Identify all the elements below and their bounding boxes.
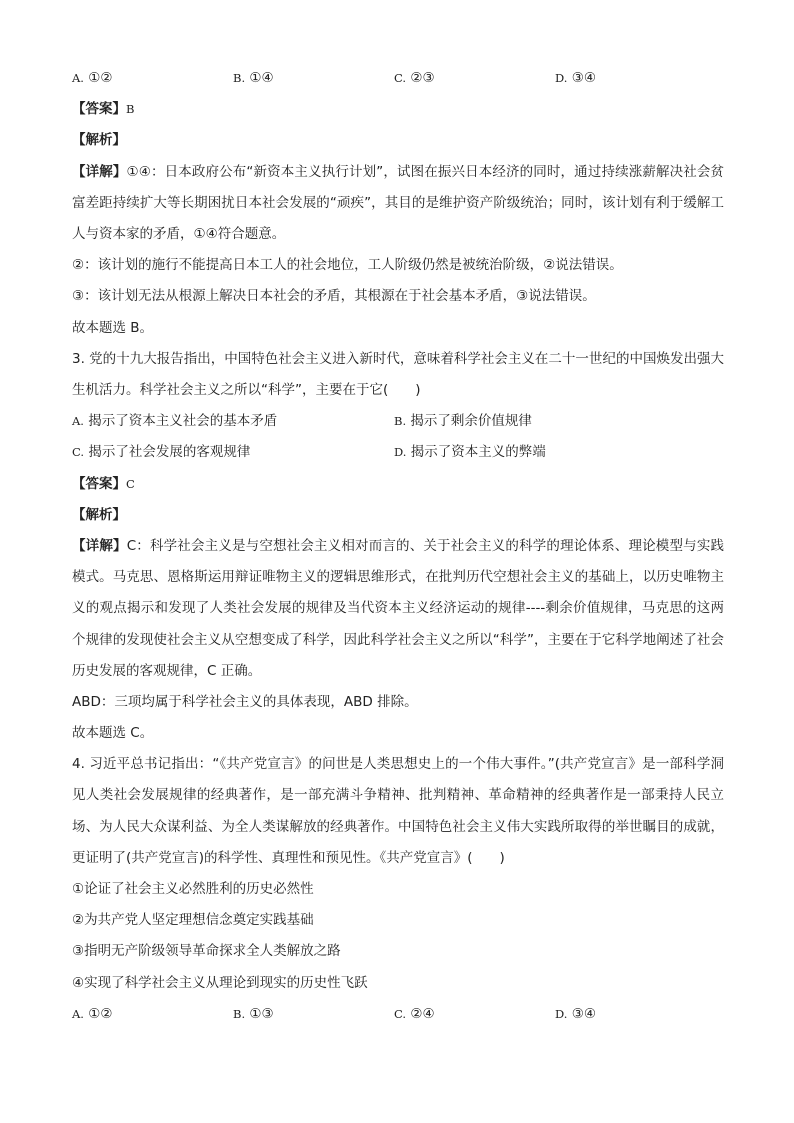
answer-tag: 【答案】: [72, 101, 126, 118]
q3-note-line: ABD：三项均属于科学社会主义的具体表现，ABD 排除。: [72, 693, 418, 710]
q3-option-d: [394, 437, 716, 468]
q2-option-b: [233, 63, 394, 94]
document-page: [72, 63, 724, 1030]
option-letter: D.: [555, 1006, 568, 1021]
option-letter: C.: [394, 71, 407, 85]
option-text: 揭示了资本主义的弊端: [410, 444, 546, 461]
q2-answer: [72, 94, 724, 125]
q3-conclusion: 故本题选 C。: [72, 725, 154, 742]
q3-options-row1: [72, 406, 724, 437]
option-text: ①②: [88, 1005, 113, 1022]
option-text: ③④: [571, 1005, 596, 1022]
option-letter: A.: [72, 414, 84, 429]
detail-tag: 【详解】: [72, 537, 127, 554]
q4-option-c: [394, 999, 555, 1030]
q2-option-c: [394, 63, 555, 94]
q4-item: ④实现了科学社会主义从理论到现实的历史性飞跃: [72, 974, 368, 991]
q4-item: ②为共产党人坚定理想信念奠定实践基础: [72, 912, 314, 929]
option-letter: B.: [233, 1006, 246, 1021]
detail-text: C：科学社会主义是与空想社会主义相对而言的、关于社会主义的科学的理论体系、理论模型与实践模式。马克思、恩格斯运用辩证唯物主义的逻辑思维形式，在批判历代空想社会主义的基础上，以历史唯物主义的观点揭示和发现了人类社会发展的规律及当代资本主义经济运动的规律----剩余价值规律，马克思的这两个规律的发现使社会主义从空想变成了科学，因此科学社会主义之所以“科学”，主要在于它科学地阐述了社会历史发展的客观规律，C 正确。: [72, 537, 724, 679]
option-letter: C.: [72, 445, 85, 460]
answer-tag: 【答案】: [72, 475, 126, 492]
answer-value: B: [126, 102, 135, 117]
q4-option-b: [233, 999, 394, 1030]
q2-option-d: [555, 63, 716, 94]
q2-option-a: [72, 63, 233, 94]
option-text: ③④: [571, 70, 596, 86]
option-letter: B.: [233, 71, 246, 85]
q2-analysis-heading: [72, 125, 724, 156]
q2-conclusion: 故本题选 B。: [72, 319, 154, 336]
option-text: 揭示了资本主义社会的基本矛盾: [88, 413, 278, 430]
q3-options-row2: [72, 437, 724, 468]
option-letter: A.: [72, 1006, 84, 1021]
option-text: ①②: [88, 70, 113, 86]
option-text: 揭示了剩余价值规律: [410, 413, 532, 430]
detail-tag: 【详解】: [72, 163, 127, 180]
option-letter: A.: [72, 71, 84, 85]
option-letter: D.: [555, 71, 568, 85]
q3-answer: [72, 469, 724, 500]
q4-option-a: [72, 999, 233, 1030]
option-text: 揭示了社会发展的客观规律: [88, 444, 251, 461]
q4-item: ①论证了社会主义必然胜利的历史必然性: [72, 881, 314, 898]
q4-stem: 4. 习近平总书记指出：“《共产党宣言》的问世是人类思想史上的一个伟大事件。”(共产党宣言》是一部科学洞见人类社会发展规律的经典著作，是一部充满斗争精神、批判精神、革命精神的经典著作是一部秉持人民立场、为人民大众谋利益、为全人类谋解放的经典著作。中国特色社会主义伟大实践所取得的举世瞩目的成就，更证明了(共产党宣言)的科学性、真理性和预见性。《共产党宣言》( ): [72, 756, 724, 866]
q2-note-line: ③：该计划无法从根源上解决日本社会的矛盾，其根源在于社会基本矛盾，③说法错误。: [72, 288, 596, 305]
q2-note-line: ②：该计划的施行不能提高日本工人的社会地位，工人阶级仍然是被统治阶级，②说法错误。: [72, 257, 623, 274]
q3-analysis-heading: [72, 500, 724, 531]
option-text: ②④: [410, 1005, 435, 1022]
option-text: ①③: [249, 1005, 274, 1022]
q2-detail: [72, 157, 724, 251]
q3-option-c: [72, 437, 394, 468]
detail-text: ①④：日本政府公布“新资本主义执行计划”，试图在振兴日本经济的同时，通过持续涨薪解决社会贫富差距持续扩大等长期困扰日本社会发展的“顽疾”，其目的是维护资产阶级统治；同时，该计划有利于缓解工人与资本家的矛盾，①④符合题意。: [72, 163, 724, 242]
q4-option-d: [555, 999, 716, 1030]
option-letter: B.: [394, 414, 407, 429]
q3-option-a: [72, 406, 394, 437]
option-text: ②③: [410, 70, 435, 86]
analysis-tag: 【解析】: [72, 132, 126, 149]
q3-option-b: [394, 406, 716, 437]
q3-detail: [72, 531, 724, 687]
option-text: ①④: [249, 70, 274, 86]
option-letter: C.: [394, 1006, 407, 1021]
q4-options: [72, 999, 724, 1030]
q2-options: [72, 63, 724, 94]
q4-item: ③指明无产阶级领导革命探求全人类解放之路: [72, 943, 341, 960]
analysis-tag: 【解析】: [72, 506, 126, 523]
q3-stem: 3. 党的十九大报告指出，中国特色社会主义进入新时代，意味着科学社会主义在二十一世纪的中国焕发出强大生机活力。科学社会主义之所以“科学”，主要在于它( ): [72, 350, 724, 398]
option-letter: D.: [394, 445, 407, 460]
answer-value: C: [126, 476, 135, 491]
